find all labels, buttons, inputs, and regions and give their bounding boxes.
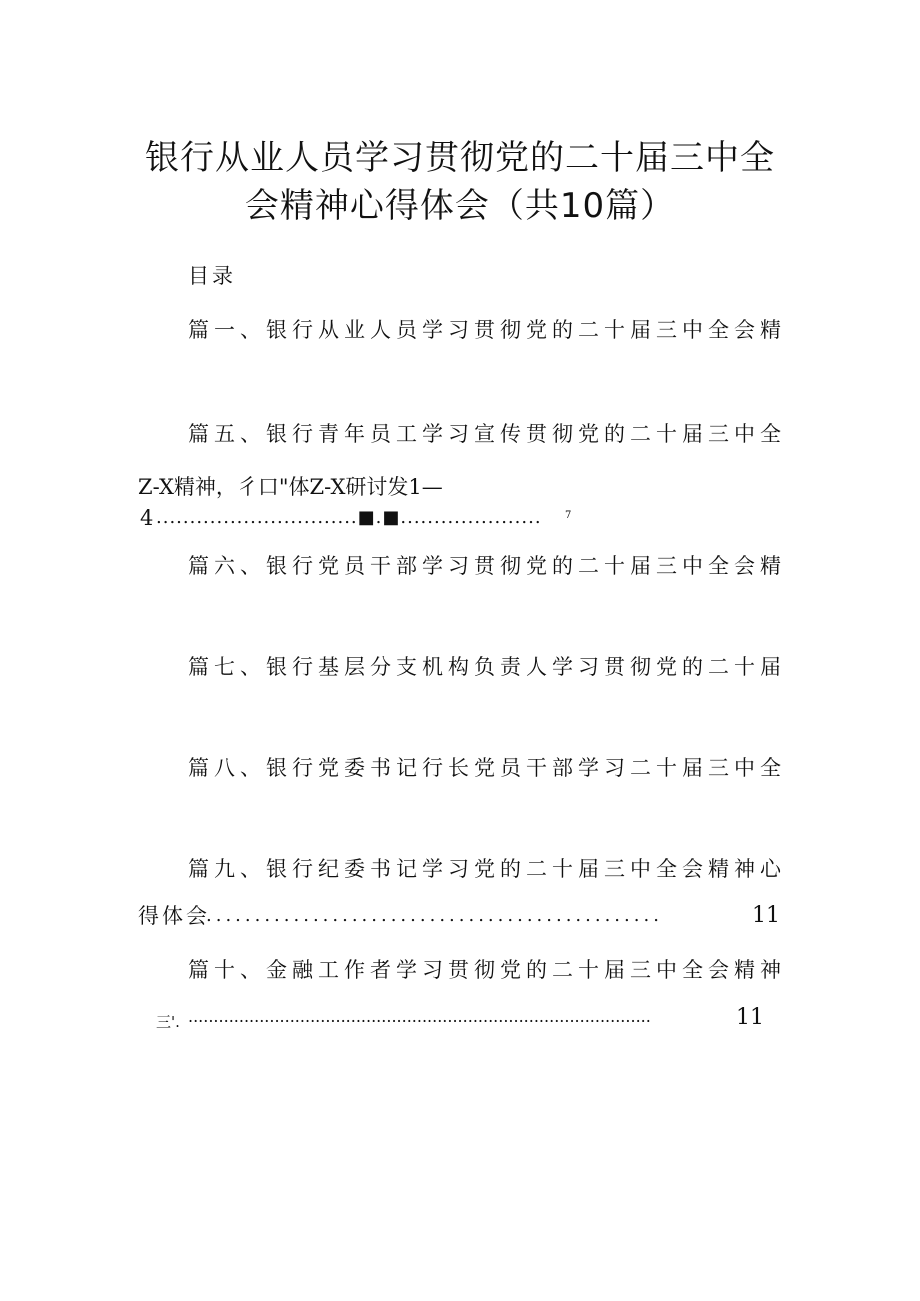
toc-entry-9-page: 11 (752, 903, 780, 928)
toc-entry-9-leader-dots: ............................................... (206, 905, 663, 926)
toc-entry-9-continuation: 得体会 (138, 904, 210, 928)
toc-entry-10-page: 11 (736, 1005, 764, 1030)
document-title-line-1: 银行从业人员学习贯彻党的二十届三中全 (145, 138, 775, 178)
toc-entry-5-leader-dots: ..............................■.■..................... (156, 507, 542, 528)
toc-entry-6: 篇六、银行党员干部学习贯彻党的二十届三中全会精 (188, 554, 786, 578)
toc-entry-10-leader-dots: ........................................................................................... (188, 1007, 651, 1026)
toc-entry-1: 篇一、银行从业人员学习贯彻党的二十届三中全会精 (188, 318, 786, 342)
toc-entry-5-continuation: Z-X精神，彳口"体Z-X研讨发1— (138, 475, 443, 499)
toc-heading: 目录 (188, 264, 236, 288)
toc-entry-8: 篇八、银行党委书记行长党员干部学习二十届三中全 (188, 756, 786, 780)
toc-entry-5-page: 7 (565, 510, 572, 521)
document-title-line-2: 会精神心得体会（共10篇） (244, 186, 676, 226)
toc-entry-5: 篇五、银行青年员工学习宣传贯彻党的二十届三中全 (188, 422, 786, 446)
toc-entry-10: 篇十、金融工作者学习贯彻党的二十届三中全会精神 (188, 958, 786, 982)
toc-entry-7: 篇七、银行基层分支机构负责人学习贯彻党的二十届 (188, 655, 786, 679)
toc-entry-5-leader-lead: 4 (140, 506, 154, 530)
toc-entry-9: 篇九、银行纪委书记学习党的二十届三中全会精神心 (188, 857, 786, 881)
toc-entry-10-continuation: 三'. (156, 1013, 180, 1031)
